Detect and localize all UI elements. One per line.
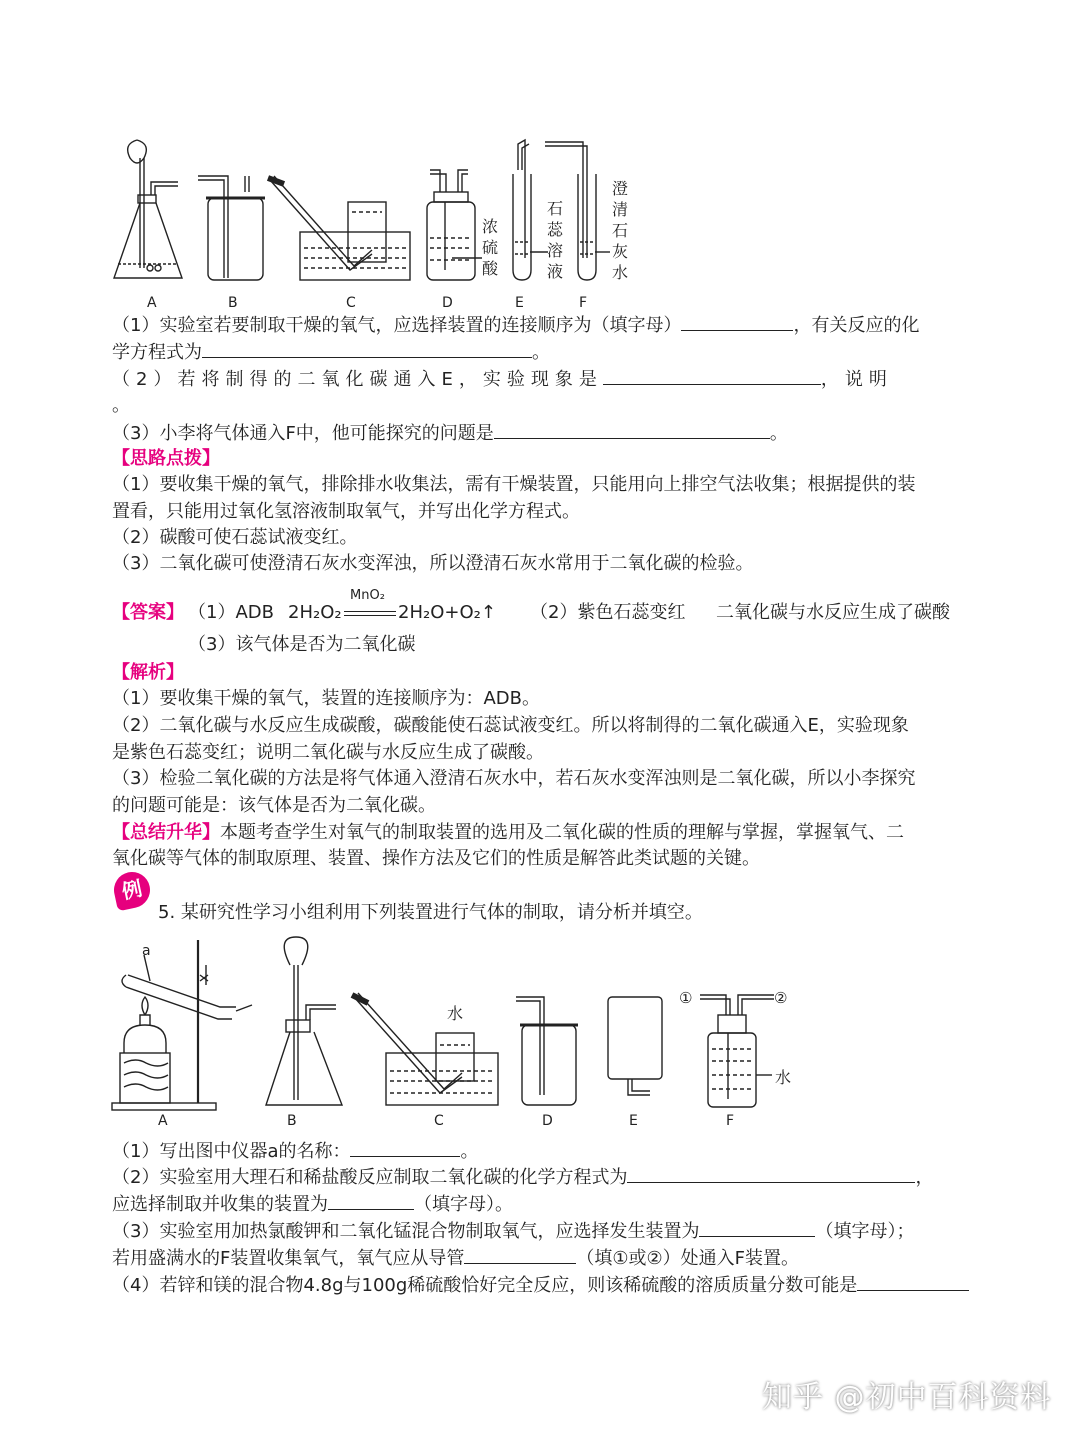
analysis-line-2: （2）二氧化碳与水反应生成碳酸，碳酸能使石蕊试液变红。所以将制得的二氧化碳通入E，实验现象 — [112, 715, 909, 736]
hint-line-4: （3）二氧化碳可使澄清石灰水变浑浊，所以澄清石灰水常用于二氧化碳的检验。 — [112, 553, 754, 574]
fig1-label-c: C — [346, 295, 356, 311]
apparatus-figure-1 — [100, 130, 660, 310]
q2-line-4: （3）实验室用加热氯酸钾和二氧化锰混合物制取氧气，应选择发生装置为 （填字母）； — [112, 1218, 914, 1245]
fig2-label-d: D — [542, 1113, 553, 1129]
q1-line-5: （3）小李将气体通入F中，他可能探究的问题是 。 — [112, 420, 788, 447]
fig1-label-d: D — [442, 295, 453, 311]
q2-line-3: 应选择制取并收集的装置为 （填字母）。 — [112, 1191, 513, 1218]
q1-line-2: 学方程式为 。 — [112, 339, 550, 366]
answer-catalyst: MnO₂ — [350, 588, 385, 603]
example-5-stem: 5. 某研究性学习小组利用下列装置进行气体的制取，请分析并填空。 — [158, 902, 703, 923]
q2-blank-2[interactable] — [627, 1164, 915, 1183]
fig2-label-b: B — [287, 1113, 297, 1129]
example-badge-label: 例 — [119, 876, 145, 904]
q2-line-6: （4）若锌和镁的混合物4.8g与100g稀硫酸恰好完全反应，则该稀硫酸的溶质质量分数可能是 — [112, 1272, 969, 1299]
example-badge — [111, 869, 154, 912]
fig1-label-a: A — [147, 295, 157, 311]
q2-blank-6[interactable] — [857, 1272, 969, 1291]
q2-line-2: （2）实验室用大理石和稀盐酸反应制取二氧化碳的化学方程式为 ， — [112, 1164, 933, 1191]
q2-line-5: 若用盛满水的F装置收集氧气，氧气应从导管 （填①或②）处通入F装置。 — [112, 1245, 799, 1272]
fig2-port-2: ② — [774, 989, 788, 1007]
fig1-label-f: F — [579, 295, 588, 311]
answer-reaction-sign — [344, 611, 396, 616]
answer-title: 【答案】 — [112, 602, 184, 623]
answer-part-1: （1）ADB — [188, 602, 274, 623]
analysis-line-5: 的问题可能是：该气体是否为二氧化碳。 — [112, 795, 436, 816]
fig2-label-f: F — [726, 1113, 735, 1129]
answer-part-4: （3）该气体是否为二氧化碳 — [188, 634, 416, 655]
analysis-title: 【解析】 — [112, 662, 184, 683]
zhihu-watermark: 知乎 @初中百科资料 — [762, 1380, 1052, 1415]
q1-line-1: （1）实验室若要制取干燥的氧气，应选择装置的连接顺序为（填字母） ，有关反应的化 — [112, 312, 919, 339]
summary-line-1: 【总结升华】本题考查学生对氧气的制取装置的选用及二氧化碳的性质的理解与掌握，掌握氧气、二 — [112, 822, 904, 843]
fig2-c-water: 水 — [447, 1004, 464, 1023]
fig2-label-instrument-a: a — [142, 943, 151, 959]
q1-line-3: （2）若将制得的二氧化碳通入E，实验现象是 ，说明 — [112, 366, 893, 393]
fig2-label-c: C — [434, 1113, 444, 1129]
answer-part-2: （2）紫色石蕊变红 — [530, 602, 686, 623]
q2-blank-1[interactable] — [350, 1138, 460, 1157]
fig2-label-a: A — [158, 1113, 168, 1129]
summary-title: 【总结升华】 — [112, 822, 220, 843]
q2-line-1: （1）写出图中仪器a的名称： 。 — [112, 1138, 478, 1165]
q1-blank-4[interactable] — [494, 420, 770, 439]
fig2-label-e: E — [629, 1113, 638, 1129]
q1-blank-3[interactable] — [603, 366, 821, 385]
fig1-f-reagent: 澄清石灰水 — [612, 179, 629, 282]
hint-title: 【思路点拨】 — [112, 448, 220, 469]
fig2-f-water: 水 — [775, 1068, 792, 1087]
fig2-port-1: ① — [679, 989, 693, 1007]
summary-line-2: 氧化碳等气体的制取原理、装置、操作方法及它们的性质是解答此类试题的关键。 — [112, 848, 760, 869]
fig1-label-e: E — [515, 295, 524, 311]
fig1-e-reagent: 石蕊溶液 — [547, 199, 564, 281]
q1-blank-1[interactable] — [681, 312, 793, 331]
analysis-line-1: （1）要收集干燥的氧气，装置的连接顺序为：ADB。 — [112, 688, 540, 709]
answer-part-3: 二氧化碳与水反应生成了碳酸 — [716, 602, 950, 623]
q1-line-4: 。 — [112, 395, 130, 416]
q2-blank-5[interactable] — [464, 1245, 576, 1264]
q2-blank-4[interactable] — [699, 1218, 815, 1237]
fig1-label-b: B — [228, 295, 238, 311]
fig1-d-reagent: 浓硫酸 — [482, 217, 499, 278]
hint-line-1: （1）要收集干燥的氧气，排除排水收集法，需有干燥装置，只能用向上排空气法收集；根据提供的装 — [112, 474, 916, 495]
hint-line-3: （2）碳酸可使石蕊试液变红。 — [112, 527, 358, 548]
answer-eq-right: 2H₂O+O₂↑ — [398, 602, 496, 623]
q2-blank-3[interactable] — [328, 1191, 414, 1210]
analysis-line-3: 是紫色石蕊变红；说明二氧化碳与水反应生成了碳酸。 — [112, 742, 544, 763]
answer-eq-left: 2H₂O₂ — [288, 602, 342, 623]
hint-line-2: 置看，只能用过氧化氢溶液制取氧气，并写出化学方程式。 — [112, 501, 580, 522]
q1-blank-2[interactable] — [202, 339, 532, 358]
analysis-line-4: （3）检验二氧化碳的方法是将气体通入澄清石灰水中，若石灰水变浑浊则是二氧化碳，所以小李探究 — [112, 768, 916, 789]
